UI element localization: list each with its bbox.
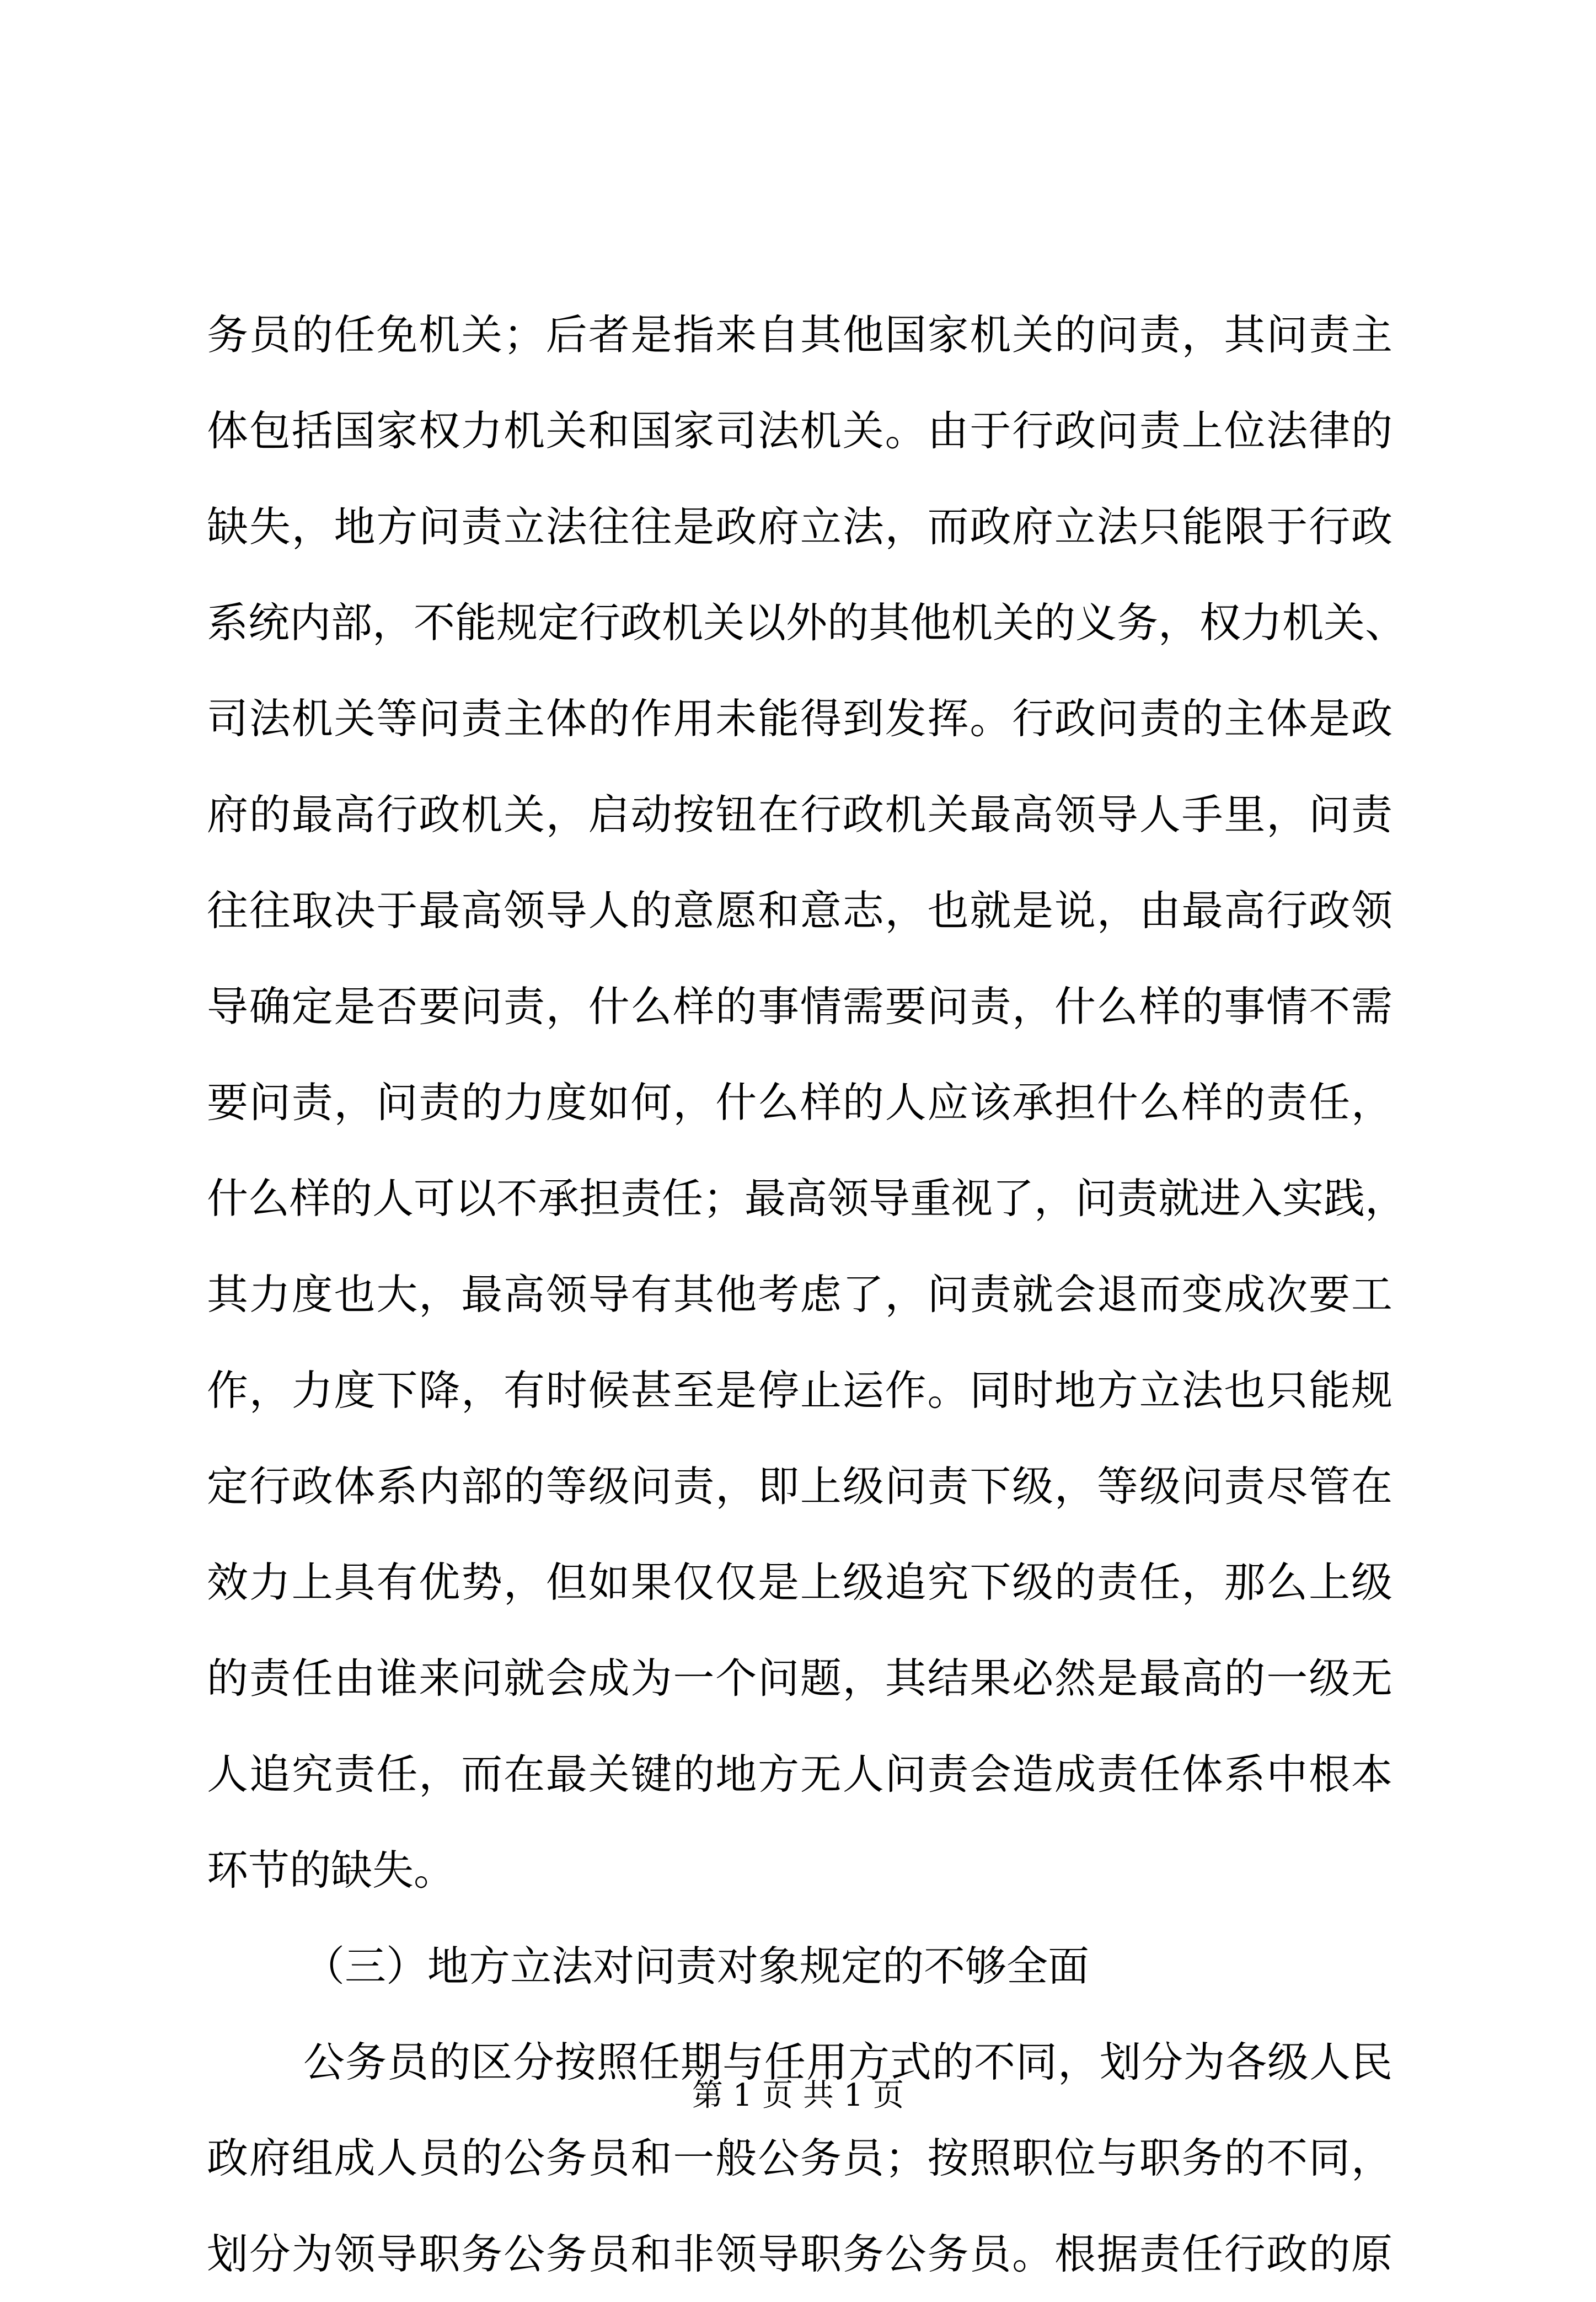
body-line-12: 作，力度下降，有时候甚至是停止运作。同时地方立法也只能规 [207,1366,1393,1415]
body-line-3: 缺失，地方问责立法往往是政府立法，而政府立法只能限于行政 [207,502,1393,551]
body-line-9: 要问责，问责的力度如何，什么样的人应该承担什么样的责任， [207,1078,1393,1127]
document-body [207,287,1407,2302]
paragraph2-line-2: 政府组成人员的公务员和一般公务员；按照职位与职务的不同， [207,2134,1393,2182]
body-line-15: 的责任由谁来问就会成为一个问题，其结果必然是最高的一级无 [207,1654,1393,1703]
body-line-11: 其力度也大，最高领导有其他考虑了，问责就会退而变成次要工 [207,1270,1393,1319]
paragraph2-line-3: 划分为领导职务公务员和非领导职务公务员。根据责任行政的原 [207,2230,1393,2278]
body-line-10: 什么样的人可以不承担责任；最高领导重视了，问责就进入实践， [207,1174,1407,1223]
body-line-5: 司法机关等问责主体的作用未能得到发挥。行政问责的主体是政 [207,694,1393,743]
paragraph2-line-1: 公务员的区分按照任期与任用方式的不同，划分为各级人民 [303,2038,1393,2086]
body-line-2: 体包括国家权力机关和国家司法机关。由于行政问责上位法律的 [207,406,1393,455]
body-line-6: 府的最高行政机关，启动按钮在行政机关最高领导人手里，问责 [207,790,1393,839]
body-line-7: 往往取决于最高领导人的意愿和意志，也就是说，由最高行政领 [207,886,1393,935]
body-line-16: 人追究责任，而在最关键的地方无人问责会造成责任体系中根本 [207,1750,1393,1798]
section-heading: （三）地方立法对问责对象规定的不够全面 [303,1942,1090,1990]
body-line-17: 环节的缺失。 [207,1846,456,1894]
body-line-1: 务员的任免机关；后者是指来自其他国家机关的问责，其问责主 [207,310,1393,359]
body-line-14: 效力上具有优势，但如果仅仅是上级追究下级的责任，那么上级 [207,1558,1393,1607]
page-footer: 第 1 页 共 1 页 [692,2078,904,2113]
body-line-4: 系统内部，不能规定行政机关以外的其他机关的义务，权力机关、 [207,598,1407,647]
body-line-13: 定行政体系内部的等级问责，即上级问责下级，等级问责尽管在 [207,1462,1393,1511]
body-line-8: 导确定是否要问责，什么样的事情需要问责，什么样的事情不需 [207,982,1393,1031]
